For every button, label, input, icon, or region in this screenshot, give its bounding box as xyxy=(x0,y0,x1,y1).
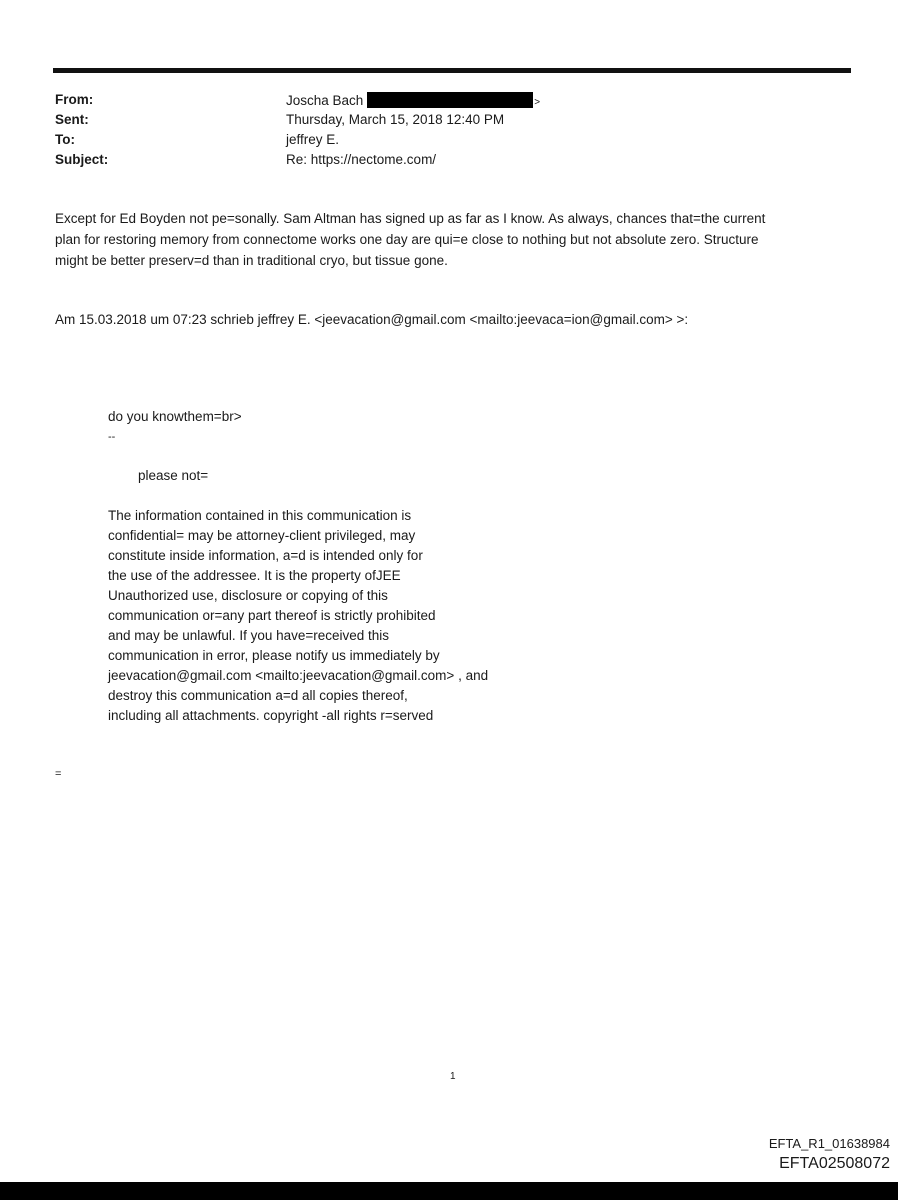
message-line-1: Except for Ed Boyden not pe=sonally. Sam Altman has signed up as far as I know. As always, chances that=the current xyxy=(55,211,766,226)
please-not-line: please not= xyxy=(138,468,209,483)
from-field xyxy=(286,92,540,111)
disclaimer-line-9: jeevacation@gmail.com <mailto:jeevacation@gmail.com> , and xyxy=(108,668,489,683)
disclaimer-line-11: including all attachments. copyright -all rights r=served xyxy=(108,708,434,723)
header-rule xyxy=(53,68,851,73)
bates-number-2: EFTA02508072 xyxy=(779,1155,890,1172)
disclaimer-line-4: the use of the addressee. It is the property ofJEE xyxy=(108,568,401,583)
disclaimer-line-6: communication or=any part thereof is strictly prohibited xyxy=(108,608,436,623)
message-line-2: plan for restoring memory from connectome works one day are qui=e close to nothing but not absolute zero. Structure xyxy=(55,232,759,247)
to-label: To: xyxy=(55,132,75,147)
to-value: jeffrey E. xyxy=(286,132,340,147)
disclaimer-line-1: The information contained in this communication is xyxy=(108,508,412,523)
sent-value: Thursday, March 15, 2018 12:40 PM xyxy=(286,112,505,127)
trailer-mark: = xyxy=(55,768,62,780)
from-label: From: xyxy=(55,92,94,107)
disclaimer-line-7: and may be unlawful. If you have=received this xyxy=(108,628,390,643)
disclaimer-line-8: communication in error, please notify us immediately by xyxy=(108,648,440,663)
subject-value: Re: https://nectome.com/ xyxy=(286,152,437,167)
disclaimer-line-3: constitute inside information, a=d is intended only for xyxy=(108,548,423,563)
bottom-bar xyxy=(0,1182,898,1200)
disclaimer-line-2: confidential= may be attorney-client privileged, may xyxy=(108,528,416,543)
redaction-block xyxy=(367,92,533,108)
from-value: Joscha Bach xyxy=(286,93,364,108)
quoted-line: do you knowthem=br> xyxy=(108,409,242,424)
subject-label: Subject: xyxy=(55,152,109,167)
bates-number-1: EFTA_R1_01638984 xyxy=(768,1136,890,1151)
page-number: 1 xyxy=(450,1071,456,1082)
quote-intro: Am 15.03.2018 um 07:23 schrieb jeffrey E. <jeevacation@gmail.com <mailto:jeevaca=ion@gmail.com> >: xyxy=(55,312,689,327)
disclaimer-line-10: destroy this communication a=d all copies thereof, xyxy=(108,688,408,703)
redaction-tail: > xyxy=(534,97,541,108)
message-line-3: might be better preserv=d than in traditional cryo, but tissue gone. xyxy=(55,253,448,268)
signature-dashes: -- xyxy=(108,431,116,443)
disclaimer-line-5: Unauthorized use, disclosure or copying of this xyxy=(108,588,388,603)
sent-label: Sent: xyxy=(55,112,89,127)
